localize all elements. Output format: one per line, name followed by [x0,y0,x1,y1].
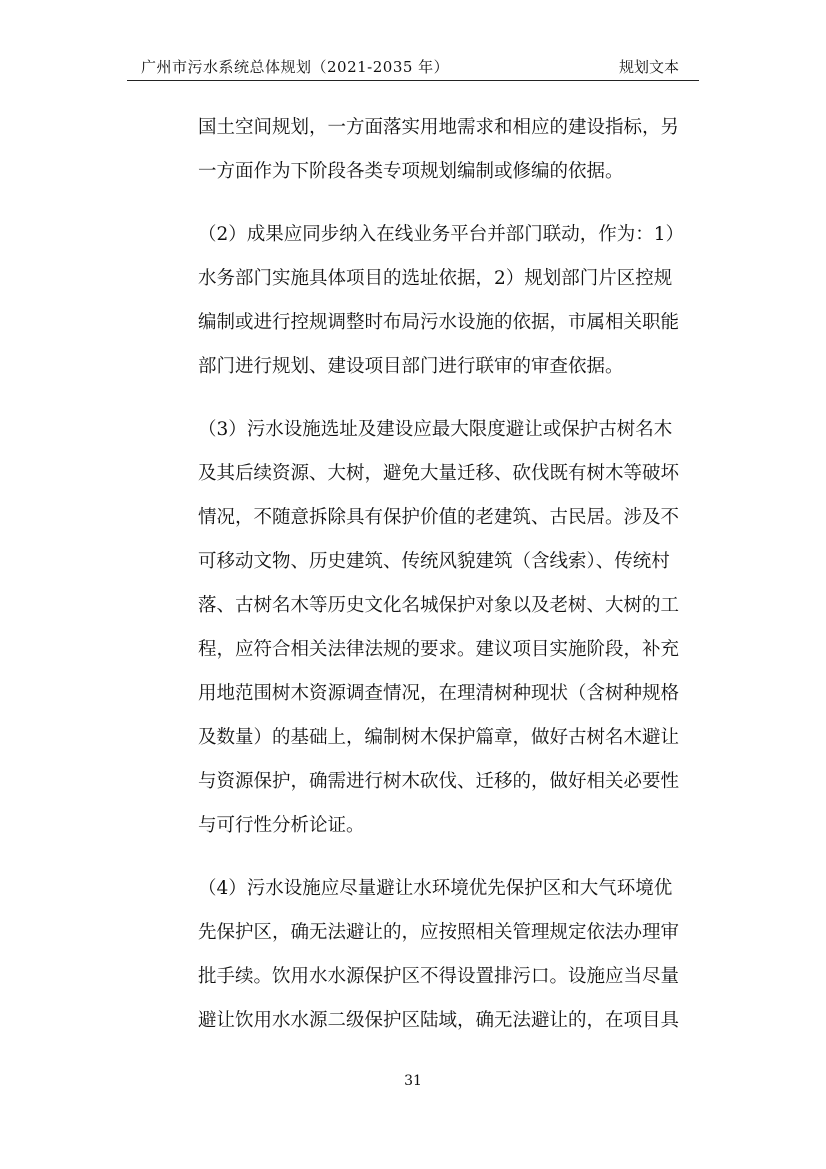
page-header [127,54,699,81]
document-type-label: 规划文本 [618,58,679,76]
text-line: （2）成果应同步纳入在线业务平台并部门联动，作为：1） [198,224,685,245]
text-line: 批手续。饮用水水源保护区不得设置排污口。设施应当尽量 [198,966,680,987]
paragraph [198,106,702,194]
body-text [198,106,702,1043]
text-line: 先保护区，确无法避让的，应按照相关管理规定依法办理审 [198,922,680,943]
paragraph [198,867,702,1043]
text-line: 与资源保护，确需进行树木砍伐、迁移的，做好相关必要性 [198,771,680,792]
paragraph [198,213,702,389]
text-line: 水务部门实施具体项目的选址依据，2）规划部门片区控规 [198,268,673,289]
text-line: 及数量）的基础上，编制树木保护篇章，做好古树名木避让 [198,727,680,748]
text-line: 避让饮用水水源二级保护区陆域，确无法避让的，在项目具 [198,1010,680,1031]
text-line: 用地范围树木资源调查情况，在理清树种现状（含树种规格 [198,683,680,704]
text-line: （4）污水设施应尽量避让水环境优先保护区和大气环境优 [198,878,673,899]
text-line: 程，应符合相关法律法规的要求。建议项目实施阶段，补充 [198,639,680,660]
text-line: 情况，不随意拆除具有保护价值的老建筑、古民居。涉及不 [198,507,680,528]
page-number: 31 [404,1073,422,1089]
text-line: 与可行性分析论证。 [198,815,365,836]
document-title: 广州市污水系统总体规划（2021-2035 年） [141,58,450,76]
paragraph [198,408,702,848]
text-line: 落、古树名木等历史文化名城保护对象以及老树、大树的工 [198,595,680,616]
text-line: 国土空间规划，一方面落实用地需求和相应的建设指标，另 [198,117,680,138]
text-line: （3）污水设施选址及建设应最大限度避让或保护古树名木 [198,419,673,440]
text-line: 及其后续资源、大树，避免大量迁移、砍伐既有树木等破坏 [198,463,680,484]
text-line: 编制或进行控规调整时布局污水设施的依据，市属相关职能 [198,312,680,333]
text-line: 一方面作为下阶段各类专项规划编制或修编的依据。 [198,161,624,182]
text-line: 可移动文物、历史建筑、传统风貌建筑（含线索）、传统村 [198,551,670,572]
text-line: 部门进行规划、建设项目部门进行联审的审查依据。 [198,356,624,377]
